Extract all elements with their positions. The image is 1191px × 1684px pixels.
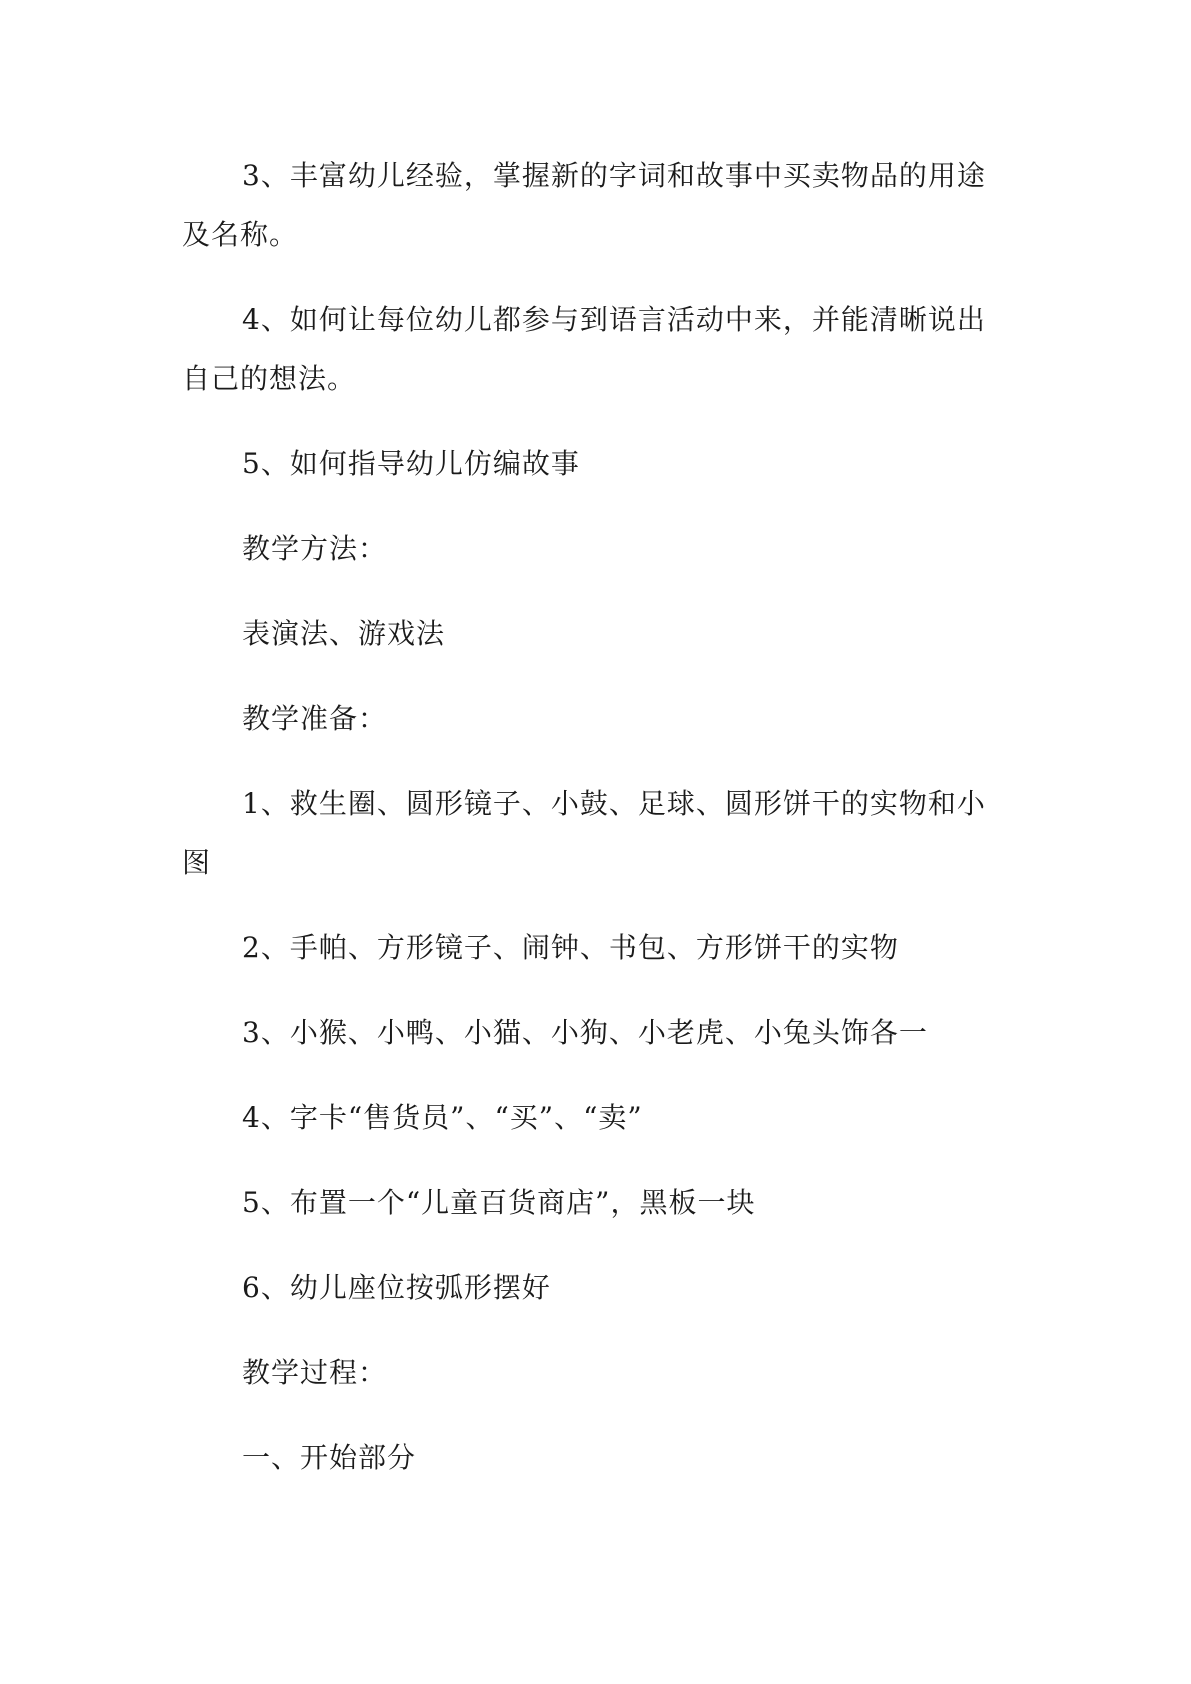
paragraph-preparation-1: 1、救生圈、圆形镜子、小鼓、足球、圆形饼干的实物和小图 [182,787,986,879]
paragraph-preparation-4: 4、字卡“售货员”、“买”、“卖” [242,1101,643,1134]
paragraph-teaching-method: 表演法、游戏法 [242,617,446,650]
paragraph-goal-4: 4、如何让每位幼儿都参与到语言活动中来，并能清晰说出自己的想法。 [182,303,986,395]
paragraph-preparation-2: 2、手帕、方形镜子、闹钟、书包、方形饼干的实物 [242,931,899,964]
paragraph-goal-3: 3、丰富幼儿经验，掌握新的字词和故事中买卖物品的用途及名称。 [182,159,986,251]
heading-teaching-method: 教学方法： [242,532,388,565]
paragraph-preparation-6: 6、幼儿座位按弧形摆好 [242,1271,551,1304]
heading-teaching-process: 教学过程： [242,1356,388,1389]
paragraph-goal-5: 5、如何指导幼儿仿编故事 [242,447,580,480]
document-body [182,146,1014,1487]
paragraph-preparation-3: 3、小猴、小鸭、小猫、小狗、小老虎、小兔头饰各一 [242,1016,928,1049]
heading-process-part-1: 一、开始部分 [242,1441,417,1474]
paragraph-preparation-5: 5、布置一个“儿童百货商店”，黑板一块 [242,1186,756,1219]
heading-teaching-preparation: 教学准备： [242,702,388,735]
